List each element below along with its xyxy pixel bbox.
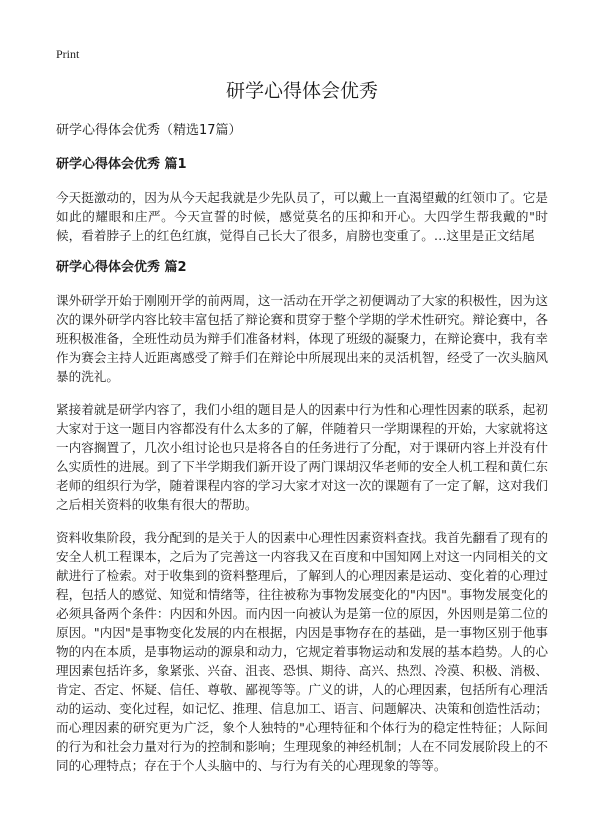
section-heading: 研学心得体会优秀 篇2 — [56, 260, 187, 275]
section-heading: 研学心得体会优秀 篇1 — [56, 157, 187, 172]
document-subtitle: 研学心得体会优秀（精选17篇） — [56, 123, 242, 138]
paragraph: 紧接着就是研学内容了，我们小组的题目是人的因素中行为性和心理性因素的联系，起初大家对于这一题目内容都没有什么太多的了解，伴随着只一学期课程的开始，大家就将这一内容搁置了，几次小组讨论也只是将各自的任务进行了分配，对于课研内容上并没有什么实质性的进展。到了下半学期我们新开设了两门课胡汉华老师的安全人机工程和黄仁东老师的组织行为学，随着课程内容的学习大家才对这一次的课题有了一定了解，这对我们之后相关资料的收集有很大的帮助。 — [56, 402, 548, 512]
print-link[interactable]: Print — [56, 47, 80, 61]
section-2 — [56, 259, 548, 775]
paragraph: 今天挺激动的，因为从今天起我就是少先队员了，可以戴上一直渴望戴的红领巾了。它是如此的耀眼和庄严。今天宣誓的时候，感觉莫名的压抑和开心。大四学生帮我戴的"时候，看着脖子上的红色红旗，觉得自己长大了很多，肩膀也变重了。…这里是正文结尾 — [56, 190, 548, 243]
document-body — [56, 76, 548, 789]
paragraph: 资料收集阶段，我分配到的是关于人的因素中心理性因素资料查找。我首先翻看了现有的安全人机工程课本，之后为了完善这一内容我又在百度和中国知网上对这一内同相关的文献进行了检索。对于收集到的资料整理后，了解到人的心理因素是运动、变化着的心理过程，包括人的感觉、知觉和情绪等，往往被称为事物发展变化的"内因"。事物发展变化的必须具备两个条件：内因和外因。而内因一向被认为是第一位的原因，外因则是第二位的原因。"内因"是事物变化发展的内在根据，内因是事物存在的基础，是一事物区别于他事物的内在本质，是事物运动的源泉和动力，它规定着事物运动和发展的基本趋势。人的心理因素包括许多，象紧张、兴奋、沮丧、恐惧、期待、高兴、热烈、冷漠、积极、消极、肯定、否定、怀疑、信任、尊敬、鄙视等等。广义的讲，人的心理因素，包括所有心理活动的运动、变化过程，如记忆、推理、信息加工、语言、问题解决、决策和创造性活动；而心理因素的研究更为广泛，象个人独特的"心理特征和个体行为的稳定性特征；人际间的行为和社会力量对行为的控制和影响；生理现象的神经机制；人在不同发展阶段上的不同的心理特点；存在于个人头脑中的、与行为有关的心理现象的等等。 — [56, 530, 548, 773]
paragraph: 课外研学开始于刚刚开学的前两周，这一活动在开学之初便调动了大家的积极性，因为这次的课外研学内容比较丰富包括了辩论赛和贯穿于整个学期的学术性研究。辩论赛中，各班积极准备，全班性动员为辩手们准备材料，体现了班级的凝聚力，在辩论赛中，我有幸作为赛会主持人近距离感受了辩手们在辩论中所展现出来的灵活机智，经受了一次头脑风暴的洗礼。 — [56, 293, 548, 384]
section-1 — [56, 156, 548, 245]
page-title: 研学心得体会优秀 — [225, 80, 378, 102]
